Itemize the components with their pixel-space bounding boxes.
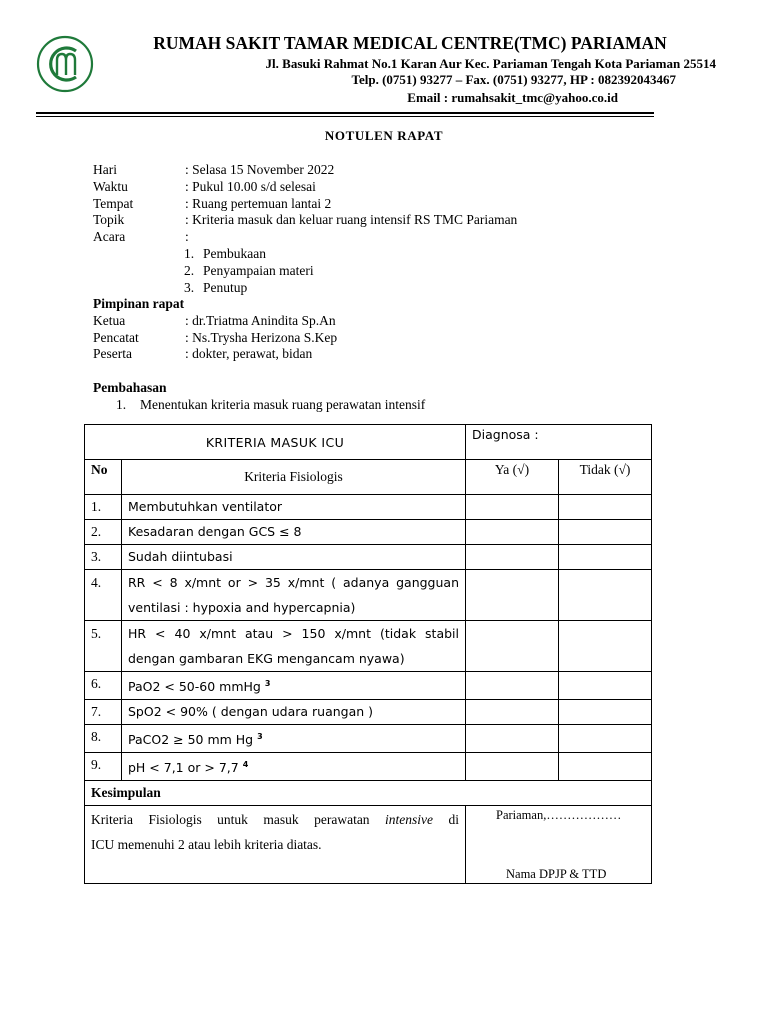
hospital-name: RUMAH SAKIT TAMAR MEDICAL CENTRE(TMC) PARIAMAN: [153, 33, 667, 53]
yes-checkbox-cell[interactable]: [466, 725, 559, 753]
hospital-phone: Telp. (0751) 93277 – Fax. (0751) 93277, HP : 082392043467: [351, 72, 676, 87]
table-row: [85, 753, 652, 781]
place-date: Pariaman,………………: [496, 808, 622, 823]
conclusion-line: Kriteria Fisiologis untuk masuk perawatan intensive di: [91, 812, 459, 828]
row-criterion: Kesadaran dengan GCS ≤ 8: [122, 520, 466, 545]
table-row: [85, 520, 652, 545]
agenda-number: 1.: [184, 246, 195, 261]
hospital-logo: [36, 35, 94, 93]
yes-checkbox-cell[interactable]: [466, 495, 559, 520]
row-number: 2.: [85, 520, 122, 545]
leader-label: Ketua: [93, 313, 126, 328]
no-checkbox-cell[interactable]: [559, 545, 652, 570]
row-criterion-text: PaO2 < 50-60 mmHg: [128, 679, 261, 695]
yes-checkbox-cell[interactable]: [466, 570, 559, 621]
no-checkbox-cell[interactable]: [559, 621, 652, 672]
agenda-text: Penutup: [203, 280, 248, 295]
document-title: NOTULEN RAPAT: [324, 128, 444, 143]
table-row: [85, 621, 652, 672]
agenda-text: Penyampaian materi: [203, 263, 314, 278]
row-criterion: SpO2 < 90% ( dengan udara ruangan ): [122, 700, 466, 725]
yes-checkbox-cell[interactable]: [466, 545, 559, 570]
row-criterion: [122, 753, 466, 781]
table-title: KRITERIA MASUK ICU: [85, 425, 466, 460]
leaders-heading: Pimpinan rapat: [93, 296, 185, 311]
row-criterion-text: PaCO2 ≥ 50 mm Hg: [128, 732, 254, 748]
info-label: Waktu: [93, 179, 128, 194]
no-checkbox-cell[interactable]: [559, 753, 652, 781]
table-row: [85, 570, 652, 621]
row-criterion-line: dengan gambaran EKG mengancam nyawa): [128, 651, 405, 666]
row-criterion-line: RR < 8 x/mnt or > 35 x/mnt ( adanya gangguan: [128, 575, 459, 590]
row-number: 4.: [85, 570, 122, 621]
discussion-item-number: 1.: [116, 397, 127, 412]
header-rule-thin: [36, 116, 654, 117]
info-label: Acara: [93, 229, 126, 244]
conclusion-line: ICU memenuhi 2 atau lebih kriteria diatas.: [91, 837, 322, 853]
hospital-address: Jl. Basuki Rahmat No.1 Karan Aur Kec. Pariaman Tengah Kota Pariaman 25514: [265, 56, 716, 71]
conclusion-row: [85, 806, 652, 884]
info-value: : Pukul 10.00 s/d selesai: [185, 179, 316, 194]
col-header-yes: Ya (√): [466, 460, 559, 495]
row-criterion: Membutuhkan ventilator: [122, 495, 466, 520]
table-row: [85, 725, 652, 753]
conclusion-heading-row: [85, 781, 652, 806]
no-checkbox-cell[interactable]: [559, 725, 652, 753]
footnote-ref: 3: [264, 679, 271, 688]
table-row: [85, 545, 652, 570]
info-value: :: [185, 229, 189, 244]
row-criterion: [122, 621, 466, 672]
table-row: [85, 672, 652, 700]
row-criterion: [122, 725, 466, 753]
row-criterion-line: ventilasi : hypoxia and hypercapnia): [128, 600, 356, 615]
table-header-row: [85, 460, 652, 495]
info-value: : Kriteria masuk dan keluar ruang intensif RS TMC Pariaman: [185, 212, 518, 227]
row-criterion-line: HR < 40 x/mnt atau > 150 x/mnt (tidak stabil: [128, 626, 459, 641]
info-label: Tempat: [93, 196, 134, 211]
table-row: [85, 700, 652, 725]
leader-label: Pencatat: [93, 330, 139, 345]
no-checkbox-cell[interactable]: [559, 495, 652, 520]
discussion-heading: Pembahasan: [93, 380, 167, 395]
table-title-row: [85, 425, 652, 460]
col-header-no: No: [85, 460, 122, 495]
icu-criteria-table: [84, 424, 652, 884]
info-value: : Selasa 15 November 2022: [185, 162, 335, 177]
signature-label: Nama DPJP & TTD: [506, 867, 607, 882]
no-checkbox-cell[interactable]: [559, 700, 652, 725]
row-criterion-text: pH < 7,1 or > 7,7: [128, 760, 239, 776]
row-criterion: Sudah diintubasi: [122, 545, 466, 570]
col-header-criteria: Kriteria Fisiologis: [122, 460, 466, 495]
no-checkbox-cell[interactable]: [559, 520, 652, 545]
row-criterion: [122, 672, 466, 700]
no-checkbox-cell[interactable]: [559, 672, 652, 700]
hospital-email: Email : rumahsakit_tmc@yahoo.co.id: [407, 90, 618, 105]
footnote-ref: 4: [242, 760, 249, 770]
yes-checkbox-cell[interactable]: [466, 672, 559, 700]
row-number: 6.: [85, 672, 122, 700]
agenda-number: 3.: [184, 280, 195, 295]
col-header-no-check: Tidak (√): [559, 460, 652, 495]
leader-value: : dokter, perawat, bidan: [185, 346, 313, 361]
discussion-item-text: Menentukan kriteria masuk ruang perawatan intensif: [140, 397, 426, 412]
info-label: Topik: [93, 212, 125, 227]
signature-cell[interactable]: [466, 806, 652, 884]
yes-checkbox-cell[interactable]: [466, 700, 559, 725]
diagnosis-field: Diagnosa :: [466, 425, 652, 460]
info-value: : Ruang pertemuan lantai 2: [185, 196, 332, 211]
header-rule-thick: [36, 112, 654, 114]
agenda-text: Pembukaan: [203, 246, 266, 261]
leader-value: : Ns.Trysha Herizona S.Kep: [185, 330, 338, 345]
row-number: 7.: [85, 700, 122, 725]
row-number: 3.: [85, 545, 122, 570]
conclusion-text: [85, 806, 466, 884]
footnote-ref: 3: [257, 732, 263, 742]
row-criterion: [122, 570, 466, 621]
yes-checkbox-cell[interactable]: [466, 621, 559, 672]
no-checkbox-cell[interactable]: [559, 570, 652, 621]
yes-checkbox-cell[interactable]: [466, 753, 559, 781]
row-number: 1.: [85, 495, 122, 520]
leader-value: : dr.Triatma Anindita Sp.An: [185, 313, 336, 328]
leader-label: Peserta: [93, 346, 132, 361]
yes-checkbox-cell[interactable]: [466, 520, 559, 545]
row-number: 8.: [85, 725, 122, 753]
row-number: 9.: [85, 753, 122, 781]
row-number: 5.: [85, 621, 122, 672]
table-row: [85, 495, 652, 520]
info-label: Hari: [93, 162, 117, 177]
agenda-number: 2.: [184, 263, 195, 278]
conclusion-heading: Kesimpulan: [85, 781, 652, 806]
